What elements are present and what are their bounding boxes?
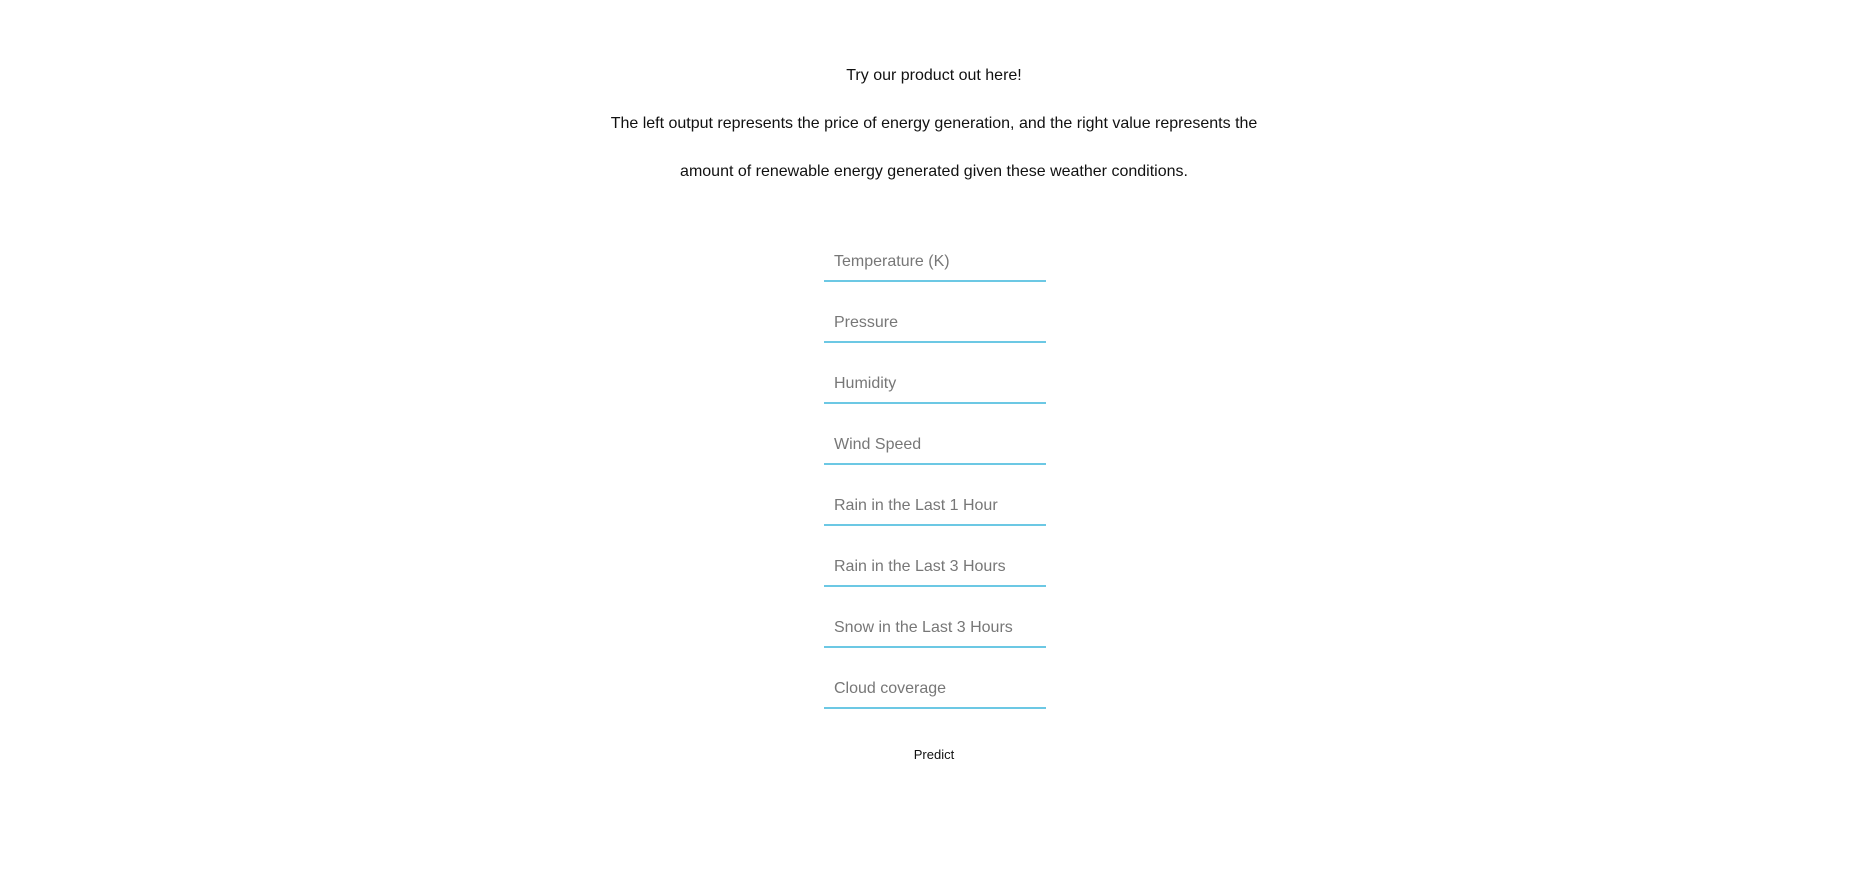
rain-1h-input[interactable] [824,484,1046,526]
cloud-coverage-input[interactable] [824,667,1046,709]
intro-heading: Try our product out here! [846,67,1022,84]
intro-description-line-1: The left output represents the price of energy generation, and the right value represents the [610,115,1258,132]
temperature-input[interactable] [824,240,1046,282]
intro-section [0,52,1868,196]
pressure-input[interactable] [824,301,1046,343]
wind-speed-input[interactable] [824,423,1046,465]
snow-3h-input[interactable] [824,606,1046,648]
rain-3h-input[interactable] [824,545,1046,587]
humidity-input[interactable] [824,362,1046,404]
predict-button[interactable]: Predict [874,742,994,766]
prediction-form [824,240,1046,728]
intro-description-line-2: amount of renewable energy generated given these weather conditions. [680,163,1188,180]
